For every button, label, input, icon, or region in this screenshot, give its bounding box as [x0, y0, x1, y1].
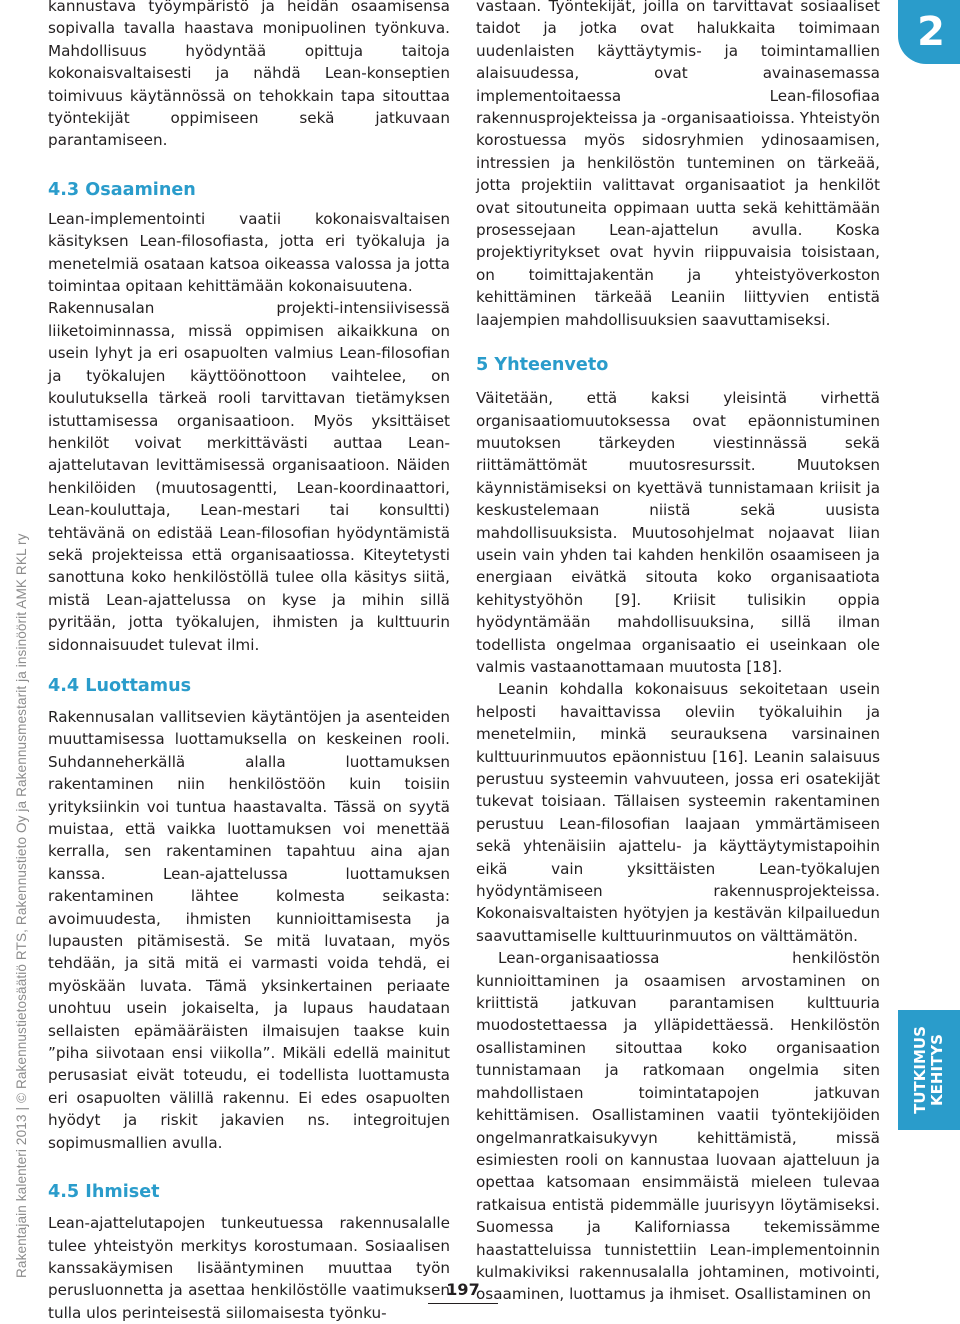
side-credit: [0, 0, 29, 1290]
chapter-number: 2: [917, 9, 945, 55]
section-5-paragraph-2: Leanin kohdalla kokonaisuus sekoitetaan usein helposti havaittavissa oleviin työkaluihin ja menetelmiin, minkä seurauksena varsinainen kulttuurinmuutos epäonnistuu [16]. Leanin salaisuus perustuu systeemin vahvuuteen, jossa eri osatekijät tukevat toisiaan. Tällaisen systeemin rakentaminen perustuu Lean-filosofian laajaan ymmärtämiseen sekä yhtenäisiin ajattelu- ja käyttäytymistapoihin eikä vain yksittäisten Lean-työkalujen hyödyntämiseen rakennusprojekteissa. Kokonaisvaltaisten hyötyjen ja kestävän kilpailuedun saavuttamiselle kulttuurinmuutos on välttämätön.: [476, 680, 880, 945]
section-4-5-paragraph-1: Lean-ajattelutapojen tunkeutuessa rakennusalalle tulee yhteistyön merkitys korostumaan. Sosiaalisen kanssakäymisen lisääntyminen muuttaa työn perusluonnetta ja asettaa henkilöstölle vaatimuksen tulla ulos perinteisestä siilomaisesta työnku-: [48, 1214, 450, 1322]
section-4-3-paragraph-2: Rakennusalan projekti-intensiivisessä liiketoiminnassa, missä oppimisen aikaikkuna on usein lyhyt ja eri osapuolten valmius Lean-filosofian ja työkalujen käyttöönottoon vaihtelee, on koulutuksella tärkeä rooli tarvittavan tietämyksen istuttamisessa organisaatioon. Myös yksittäiset henkilöt voivat merkittävästi auttaa Lean-ajattelutavan levittämisessä organisaatioon. Näiden henkilöiden (muutosagentti, Lean-koordinaattori, Lean-kouluttaja, Lean-mestari tai konsultti) tehtävänä on edistää Lean-filosofian hyödyntämistä sekä projekteissa että organisaatiossa. Kiteytetysti sanottuna koko henkilöstöllä tulee olla käsitys siitä, mistä Lean-ajattelussa on kyse ja mihin sillä pyritään, jotta työkalujen, ihmisten ja kulttuurin sidonnaisuudet tulevat ilmi.: [48, 299, 450, 654]
section-4-4-paragraph-1: Rakennusalan vallitsevien käytäntöjen ja asenteiden muuttamisessa luottamuksella on keskeinen rooli. Suhdanneherkällä alalla luottamuksen rakentaminen niin henkilöstöön kuin toisiin yrityksiinkin voi tuntua haastavalta. Tässä on syytä muistaa, että vaikka luottamuksen voi menettää kerralla, sen rakentaminen tapahtuu aina ajan kanssa. Lean-ajattelussa luottamuksen rakentaminen lähtee kolmesta seikasta: avoimuudesta, ihmisten kunnioittamisesta ja lupausten pitämisestä. Se mitä luvataan, myös tehdään, ja sitä mitä ei varmasti voida tehdä, ei myöskään luvata. Tämä yksinkertainen periaate unohtuu usein jokaiselta, ja lupaus haudataan sellaisten epämääräisten ilmaisujen taakse kuin ”piha siivotaan ensi viikolla”. Mikäli edellä mainitut perusasiat eivät toteudu, ei todellista luottamusta eri osapuolten välillä rakennu. Ei edes osapuolten hyödyt ja riskit jakavien ns. integroitujen sopimusmallien avulla.: [48, 707, 450, 1152]
section-4-3-paragraph-1: Lean-implementointi vaatii kokonaisvaltaisen käsityksen Lean-filosofiasta, jotta eri työkaluja ja menetelmiä osataan katsoa oikeassa valossa ja jotta toimintaa opitaan kehittämään kokonaisuutena.: [48, 209, 450, 296]
section-5-paragraph-1: Väitetään, että kaksi yleisintä virhettä organisaatiomuutoksessa ovat epäonnistuminen muutoksen tärkeyden viestinnässä sekä riittämättömät muutosresurssit. Muutoksen käynnistämiseksi on kyettävä tunnistamaan kriisit ja keskustelemaan niistä sekä uusista mahdollisuuksista. Muutosohjelmat nojaavat liian usein vain yhden tai kahden henkilön osaamiseen ja energiaan eivätkä sitouta koko organisaatiota kehitystyöhön [9]. Kriisit tulisikin oppia hyödyntämään mahdollisuuksina, sillä ilman todellista ongelmaa organisaatio ei useinkaan ole valmis vastaanottamaan muutosta [18].: [476, 389, 880, 676]
section-heading-4-5: 4.5 Ihmiset: [48, 1182, 160, 1203]
page-number-rule: [428, 1303, 498, 1304]
chapter-number-tab: [898, 0, 960, 64]
left-intro-paragraph: kannustava työympäristö ja heidän osaamisensa sopivalla tavalla haastava monipuolinen työnkuva. Mahdollisuus hyödyntää opittuja taitoja kokonaisvaltaisesti ja nähdä Lean-konseptien toimivuus käytännössä on tehokkain tapa sitouttaa työntekijät oppimiseen sekä jatkuvaan parantamiseen.: [48, 0, 450, 150]
section-5-paragraph-3: Lean-organisaatiossa henkilöstön kunnioittaminen ja osaamisen arvostaminen on kriittistä jatkuvan parantamisen kulttuuria muodostettaessa ja ylläpidettäessä. Henkilöstön osallistaminen sitouttaa koko organisaation tunnistamaan ja ratkomaan ongelmia siten mahdollistaen toimintatapojen jatkuvan kehittämisen. Osallistaminen vaatii työntekijöiden ongelmanratkaisukyvyn kehittämistä, missä esimiesten rooli on kannustaa luovaan ajatteluun ja opettaa katsomaan ensimmäistä mieleen tulevaa ratkaisua entistä pidemmälle juurisyyn löytämiseksi. Suomessa ja Kaliforniassa tekemissämme haastatteluissa tunnistettiin Lean-implementoinnin kulmakiviksi rakennusalalla johtaminen, motivointi, osaaminen, luottamus ja ihmiset. Osallistaminen on: [476, 949, 880, 1304]
right-intro-paragraph: vastaan. Työntekijät, joilla on tarvittavat sosiaaliset taidot ja jotka ovat halukkaita toimimaan uudenlaisten käyttäytymis- ja toimintamallien alaisuudessa, ovat avainasemassa implementoitaessa Lean-filosofiaa rakennusprojekteissa ja -organisaatioissa. Yhteistyön korostuessa myös sidosryhmien ydinosaamisen, intressien ja henkilöstön tunteminen on tärkeää, jotta projektiin valittavat organisaatiot ja henkilöt ovat sitoutuneita oppimaan uutta sekä kehittämään prosessejaan Lean-ajattelun avulla. Koska projektiyritykset ovat hyvin riippuvaisia toisistaan, on toimittajakentän ja yhteistyöverkoston kehittäminen tärkeää Leaniin liittyvien entistä laajempien mahdollisuuksien saavuttamiseksi.: [476, 0, 880, 329]
section-heading-4-3: 4.3 Osaaminen: [48, 179, 196, 200]
side-label-line-2: KEHITYS: [928, 1034, 946, 1106]
right-column: [476, 0, 880, 1306]
section-side-label: [898, 1010, 960, 1130]
section-heading-5: 5 Yhteenveto: [476, 355, 609, 376]
side-label-text: [898, 1010, 960, 1130]
left-column: [48, 0, 450, 1324]
copyright-text: Rakentajain kalenteri 2013 | © Rakennustietosäätiö RTS, Rakennustieto Oy ja Rakennusmestarit ja insinöörit AMK RKL ry: [14, 533, 29, 1278]
section-heading-4-4: 4.4 Luottamus: [48, 675, 192, 696]
page-number: 197: [446, 1280, 480, 1299]
side-label-line-1: TUTKIMUS: [911, 1026, 929, 1114]
